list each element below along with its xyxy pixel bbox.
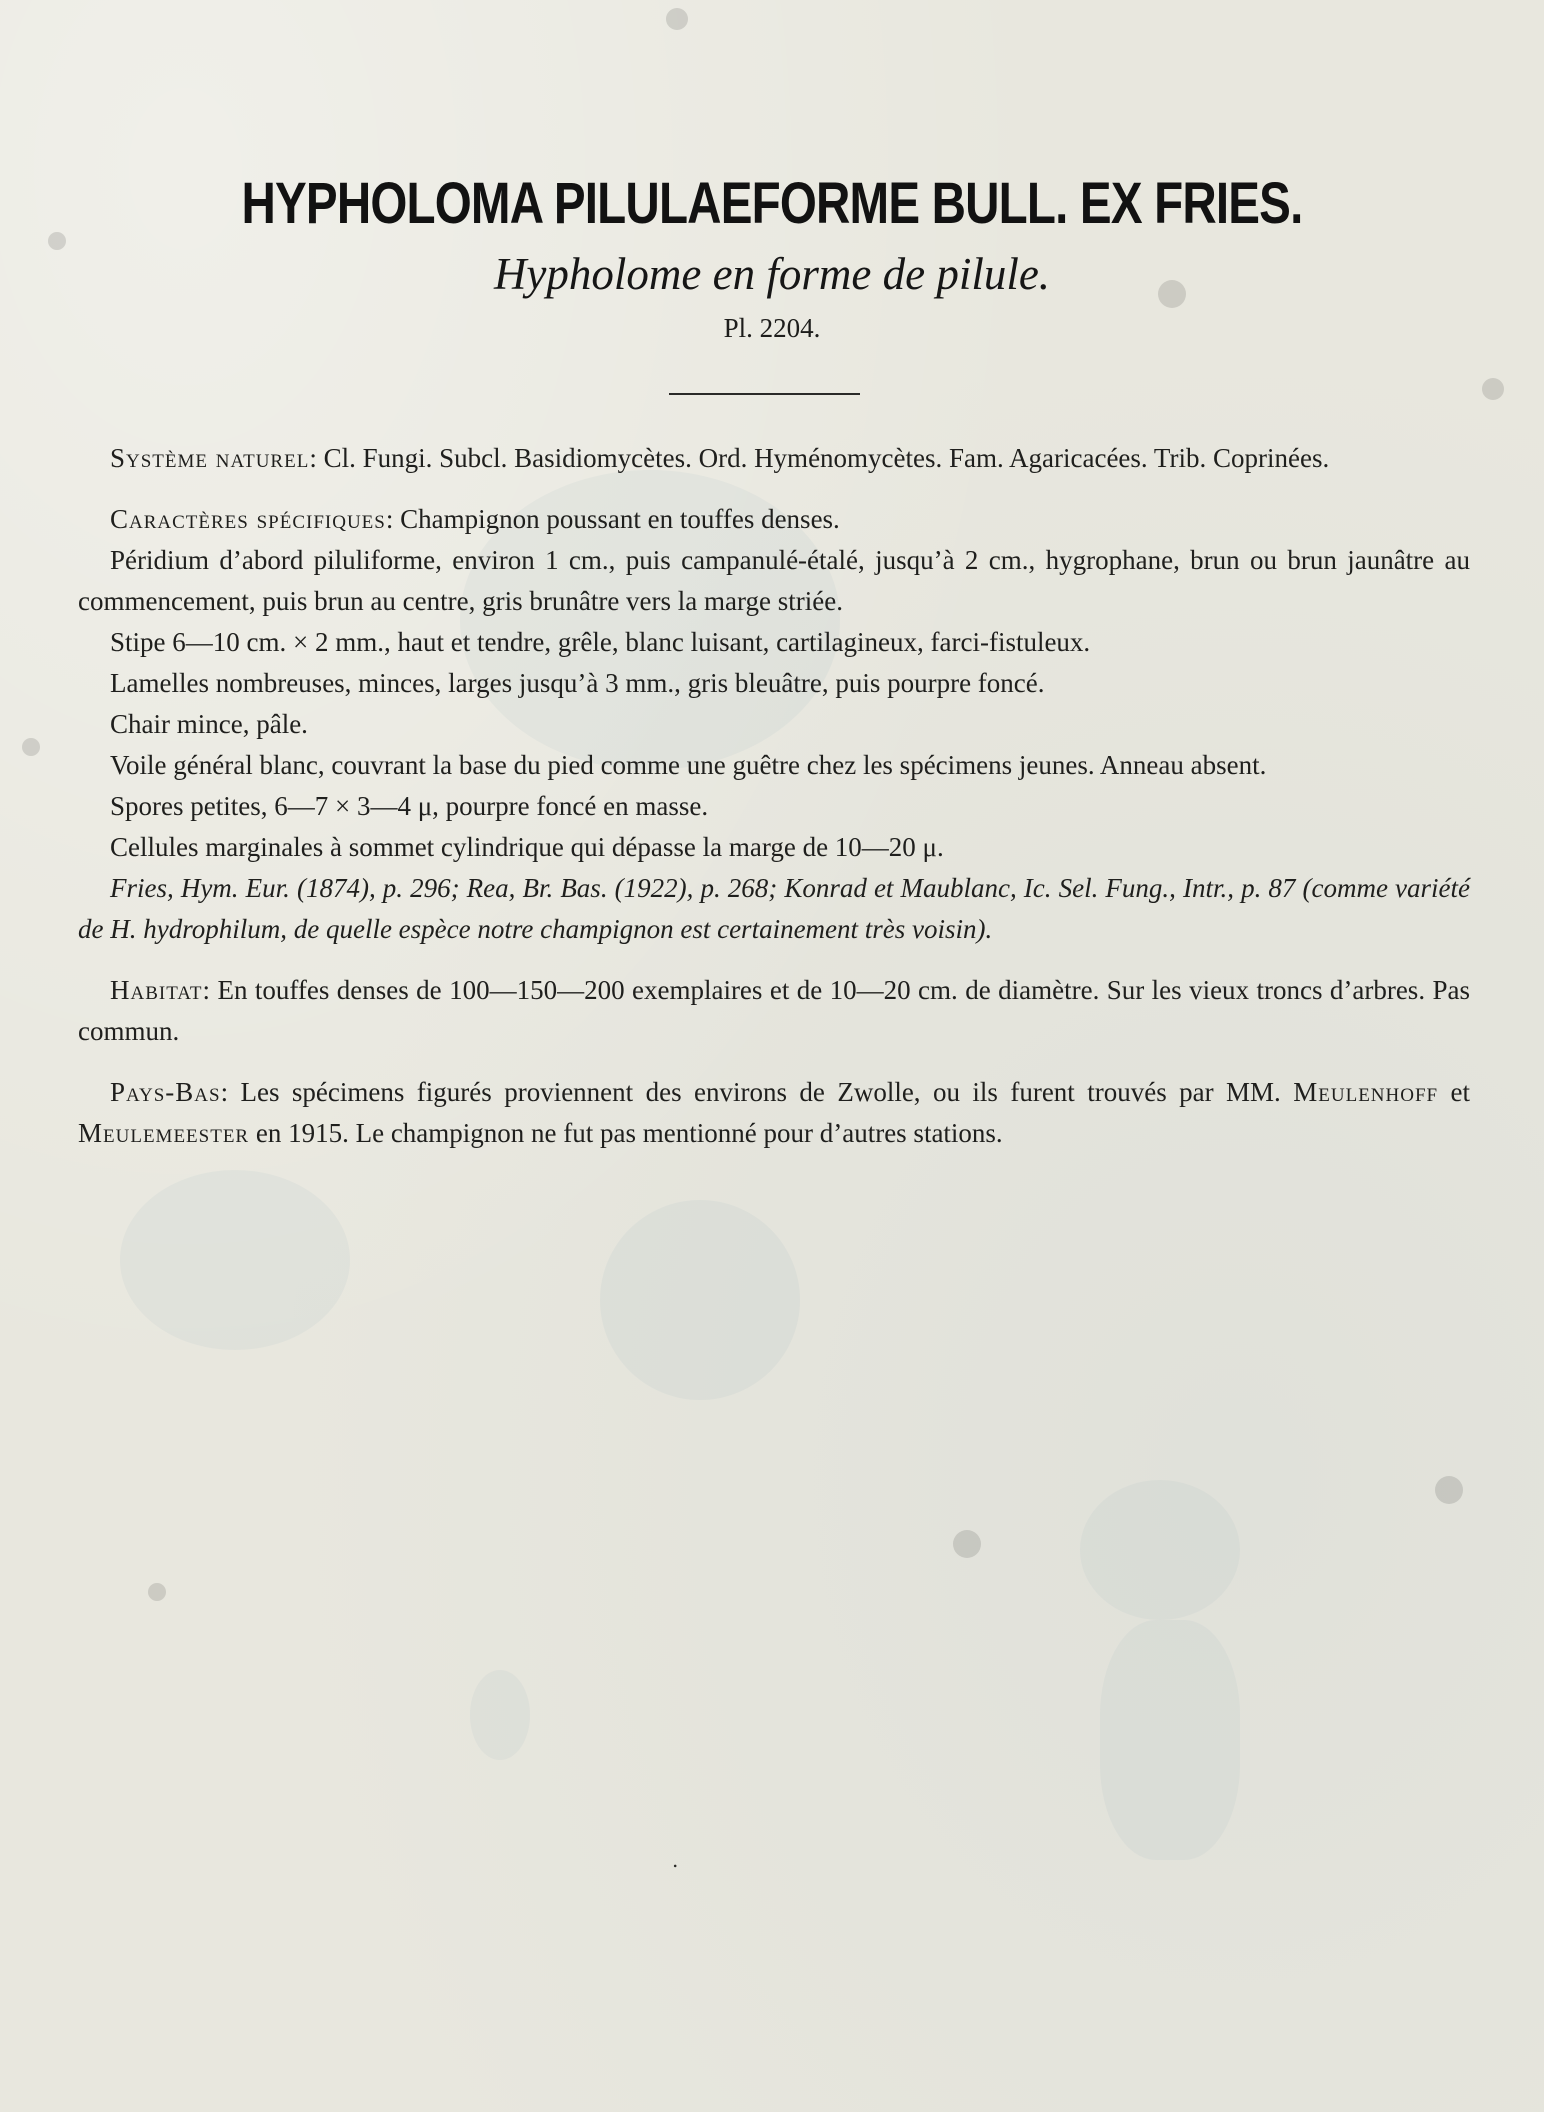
paysbas-name: Meulemeester bbox=[78, 1118, 250, 1148]
habitat-paragraph bbox=[78, 970, 1470, 1052]
references-paragraph: Fries, Hym. Eur. (1874), p. 296; Rea, Br. Bas. (1922), p. 268; Konrad et Maublanc, Ic. Sel. Fung., Intr., p. 87 (comme variété de H. hydrophilum, de quelle espèce notre champignon est certainement très voisin). bbox=[78, 873, 1470, 944]
paper-speck bbox=[22, 738, 40, 756]
show-through-shape bbox=[470, 1670, 530, 1760]
habitat-label: Habitat bbox=[110, 975, 203, 1005]
paper-speck bbox=[148, 1583, 166, 1601]
paper-speck bbox=[1482, 378, 1504, 400]
caracteres-text: : Champignon poussant en touffes denses. bbox=[385, 504, 840, 534]
caracteres-paragraph bbox=[78, 499, 1470, 540]
description-paragraph: Voile général blanc, couvrant la base du pied comme une guêtre chez les spécimens jeunes. Anneau absent. bbox=[110, 750, 1267, 780]
paysbas-conjunction: et bbox=[1438, 1077, 1471, 1107]
show-through-shape bbox=[1080, 1480, 1240, 1620]
systeme-paragraph bbox=[78, 438, 1470, 479]
paper-speck bbox=[666, 8, 688, 30]
description-paragraph: Chair mince, pâle. bbox=[110, 709, 308, 739]
description-paragraph: Stipe 6—10 cm. × 2 mm., haut et tendre, grêle, blanc luisant, cartilagineux, farci-fistuleux. bbox=[110, 627, 1091, 657]
systeme-label: Système naturel bbox=[110, 443, 310, 473]
show-through-shape bbox=[1100, 1620, 1240, 1860]
paysbas-paragraph bbox=[78, 1072, 1470, 1154]
habitat-text: : En touffes denses de 100—150—200 exemplaires et de 10—20 cm. de diamètre. Sur les vieux troncs d’arbres. Pas commun. bbox=[78, 975, 1470, 1046]
show-through-shape bbox=[120, 1170, 350, 1350]
description-paragraph: Spores petites, 6—7 × 3—4 μ, pourpre foncé en masse. bbox=[110, 791, 709, 821]
paysbas-text: en 1915. Le champignon ne fut pas mentionné pour d’autres stations. bbox=[249, 1118, 1003, 1148]
paper-speck bbox=[1435, 1476, 1463, 1504]
page-title: HYPHOLOMA PILULAEFORME BULL. EX FRIES. bbox=[241, 171, 1303, 236]
description-paragraph: Lamelles nombreuses, minces, larges jusqu’à 3 mm., gris bleuâtre, puis pourpre foncé. bbox=[110, 668, 1045, 698]
systeme-text: : Cl. Fungi. Subcl. Basidiomycètes. Ord. Hyménomycètes. Fam. Agaricacées. Trib. Coprinées. bbox=[309, 443, 1330, 473]
paper-speck bbox=[953, 1530, 981, 1558]
paysbas-label: Pays-Bas bbox=[110, 1077, 221, 1107]
caracteres-label: Caractères spécifiques bbox=[110, 504, 386, 534]
paysbas-name: Meulenhoff bbox=[1293, 1077, 1439, 1107]
title-rule bbox=[669, 393, 860, 395]
description-paragraph: Péridium d’abord piluliforme, environ 1 cm., puis campanulé-étalé, jusqu’à 2 cm., hygrophane, brun ou brun jaunâtre au commencement, puis brun au centre, gris brunâtre vers la marge striée. bbox=[78, 545, 1470, 616]
document-body bbox=[78, 438, 1470, 1154]
bottom-mark: . bbox=[672, 1848, 679, 1872]
page-subtitle: Hypholome en forme de pilule. bbox=[493, 249, 1051, 299]
description-paragraph: Cellules marginales à sommet cylindrique qui dépasse la marge de 10—20 μ. bbox=[110, 832, 944, 862]
plate-number: Pl. 2204. bbox=[723, 313, 821, 343]
paysbas-text: : Les spécimens figurés proviennent des environs de Zwolle, ou ils furent trouvés par MM. bbox=[220, 1077, 1281, 1107]
show-through-shape bbox=[600, 1200, 800, 1400]
